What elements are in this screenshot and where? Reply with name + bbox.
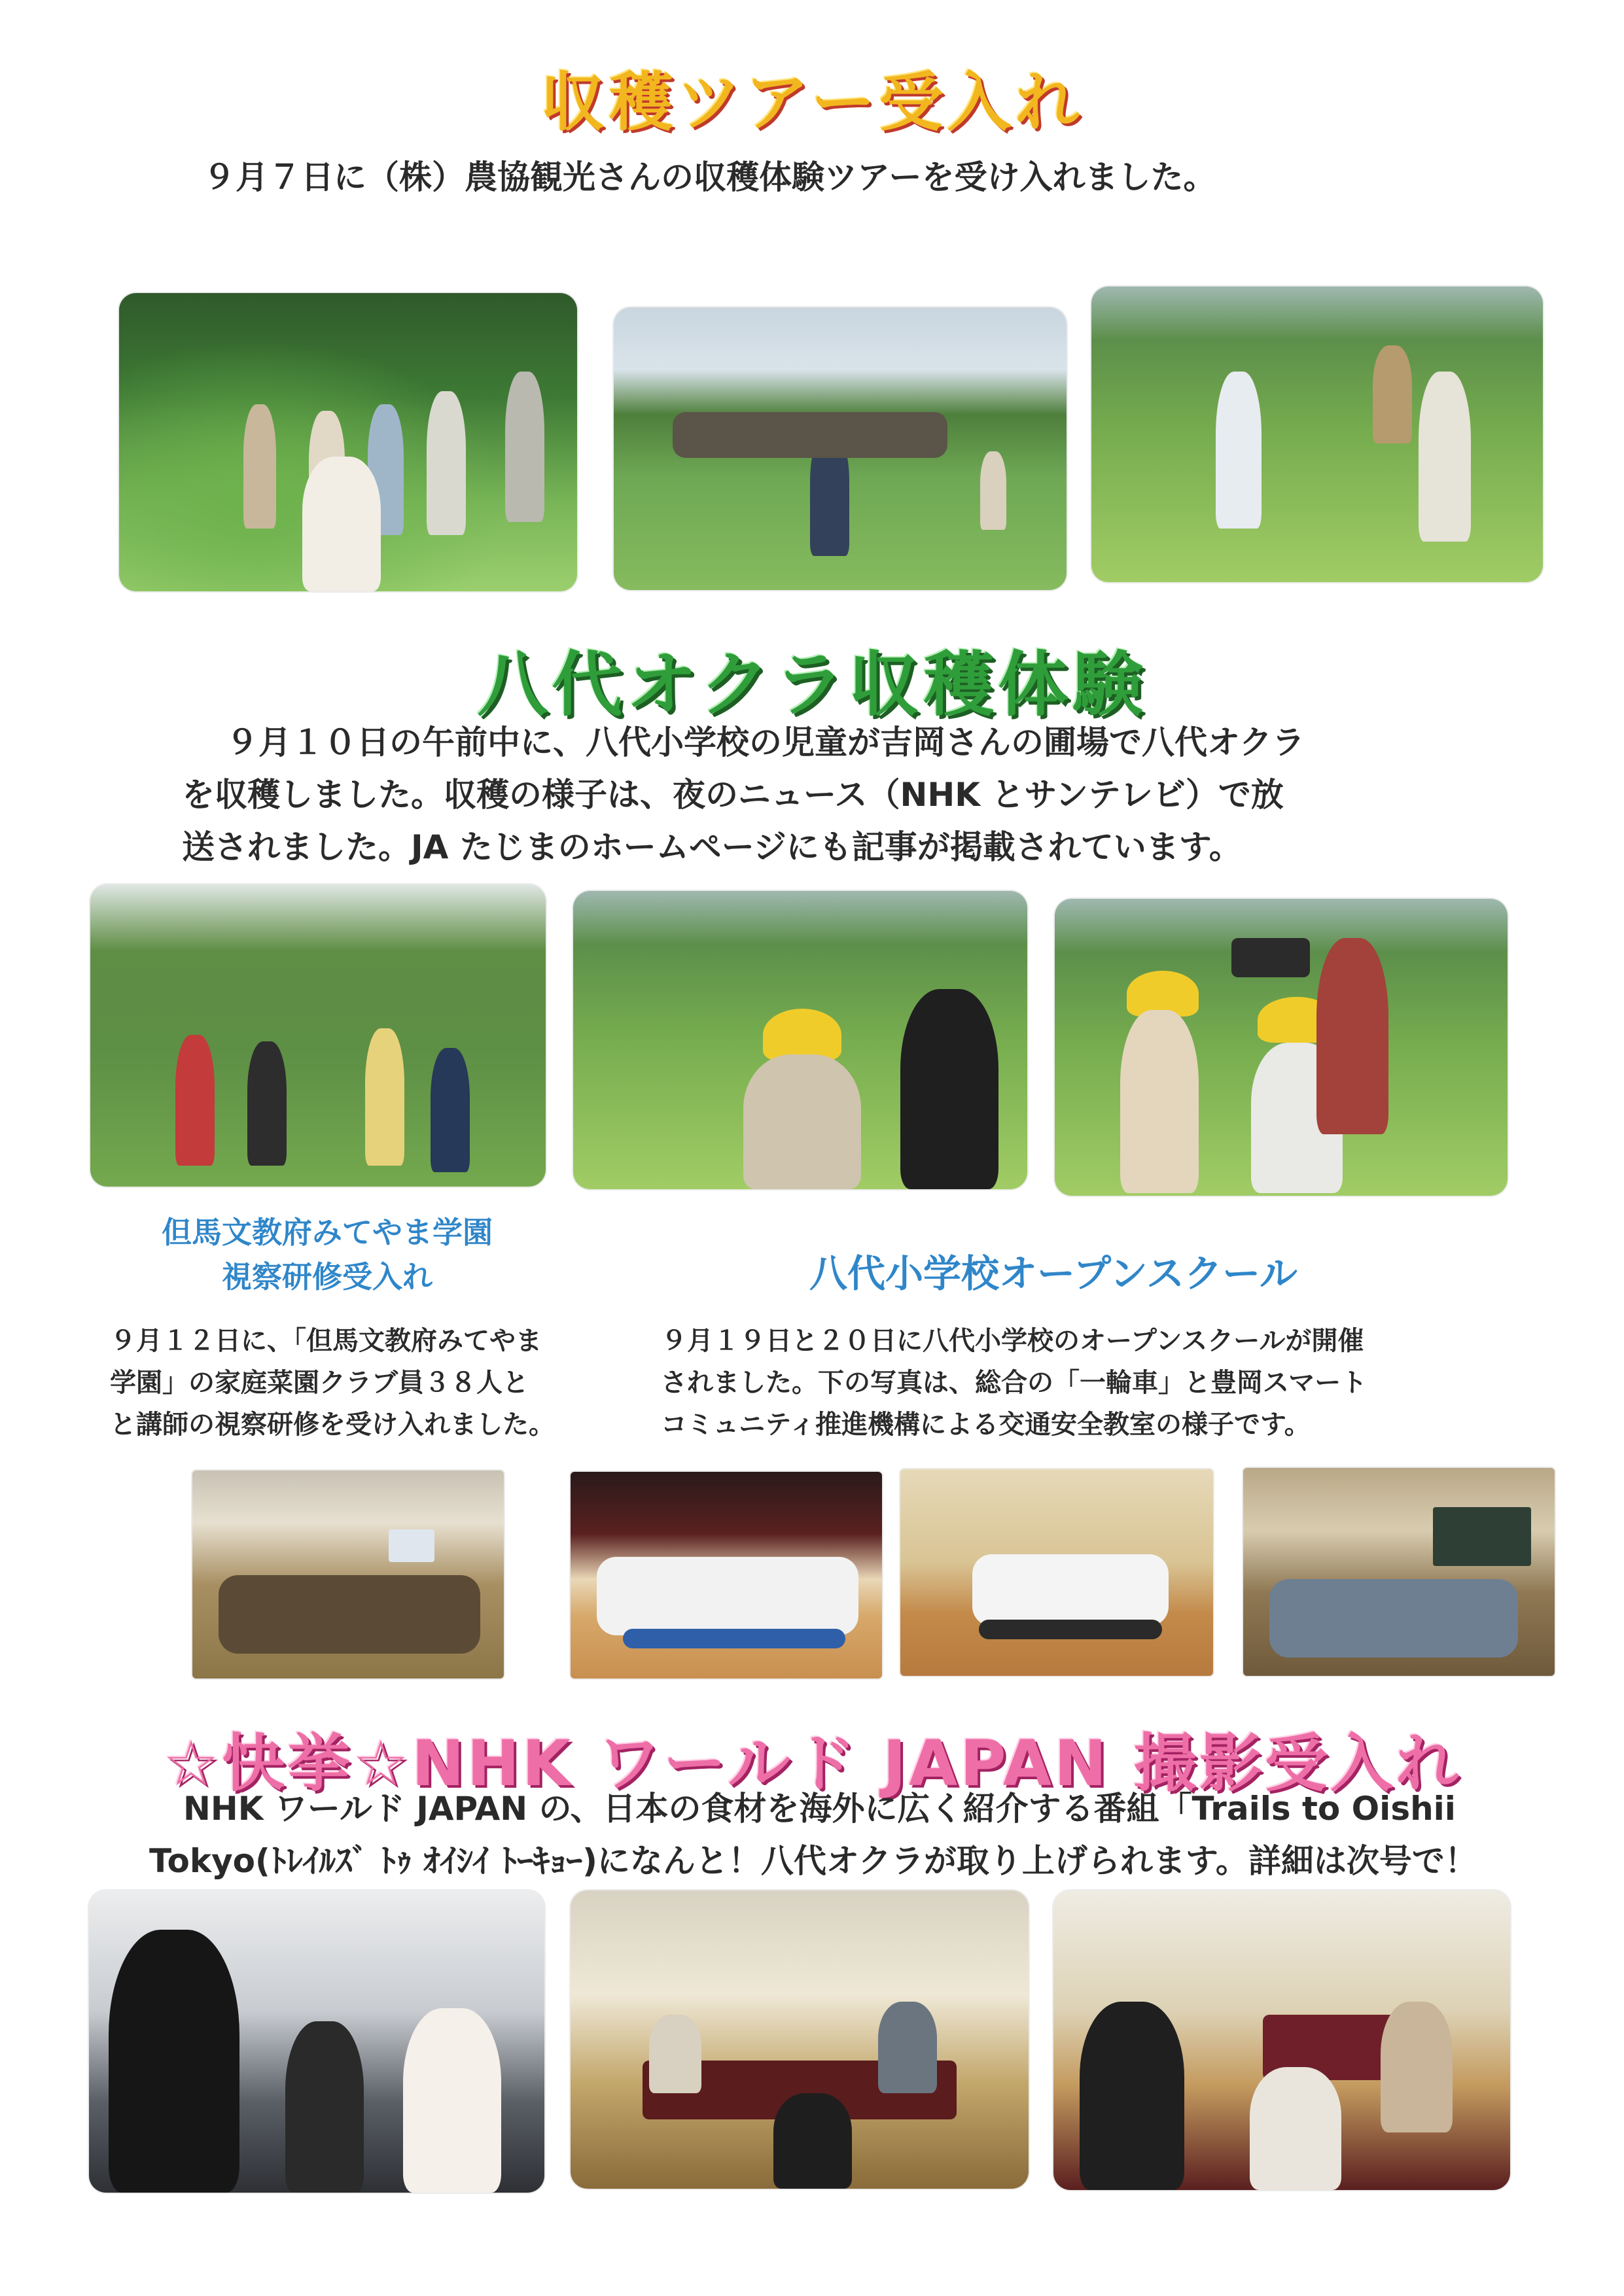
- photo-miteyama-lecture: [192, 1470, 504, 1679]
- open-school-title: 八代小学校オープンスクール: [809, 1251, 1297, 1296]
- photo-tour-field: [1091, 287, 1543, 582]
- photo-okra-field-1: [90, 884, 546, 1187]
- photo-open-school-unicycle-1: [571, 1472, 882, 1679]
- okra-harvest-line-1: ９月１０日の午前中に、八代小学校の児童が吉岡さんの圃場で八代オクラ: [226, 723, 1305, 761]
- open-school-line-1: ９月１９日と２０日に八代小学校のオープンスクールが開催: [661, 1326, 1364, 1356]
- photo-tour-group-1: [119, 293, 577, 591]
- harvest-tour-text: ９月７日に（株）農協観光さんの収穫体験ツアーを受け入れました。: [203, 158, 1216, 196]
- photo-tour-group-2: [614, 307, 1067, 590]
- photo-okra-filming: [1055, 899, 1508, 1196]
- okra-harvest-title: 八代オクラ収穫体験: [477, 644, 1147, 726]
- photo-open-school-safety-class: [1243, 1468, 1555, 1676]
- photo-okra-children: [573, 891, 1027, 1189]
- open-school-line-3: コミュニティ推進機構による交通安全教室の様子です。: [661, 1410, 1311, 1440]
- miteyama-line-1: ９月１２日に、「但馬文教府みてやま: [110, 1326, 542, 1356]
- okra-harvest-line-3: 送されました。JA たじまのホームページにも記事が掲載されています。: [182, 828, 1242, 866]
- nhk-line-1: NHK ワールド JAPAN の、日本の食材を海外に広く紹介する番組「Trails to Oishii: [183, 1790, 1456, 1828]
- photo-open-school-unicycle-2: [900, 1469, 1213, 1676]
- photo-nhk-tatami-room-2: [1053, 1890, 1510, 2190]
- nhk-title: ☆快挙☆NHK ワールド JAPAN 撮影受入れ: [163, 1727, 1461, 1800]
- nhk-line-2: Tokyo(ﾄﾚｲﾙｽﾞ ﾄｩ ｵｲｼｲ ﾄｰｷｮｰ)になんと！八代オクラが取り上げられます。詳細は次号で！: [149, 1842, 1477, 1880]
- miteyama-line-2: 学園」の家庭菜園クラブ員３８人と: [110, 1368, 529, 1398]
- okra-harvest-line-2: を収穫しました。収穫の様子は、夜のニュース（NHK とサンテレビ）で放: [182, 776, 1284, 814]
- harvest-tour-title: 収穫ツアー受入れ: [540, 65, 1084, 140]
- miteyama-title-line-1: 但馬文教府みてやま学園: [162, 1215, 493, 1250]
- photo-nhk-tatami-room-1: [571, 1890, 1029, 2189]
- miteyama-title: [118, 1210, 537, 1299]
- miteyama-line-3: と講師の視察研修を受け入れました。: [110, 1410, 555, 1440]
- open-school-line-2: されました。下の写真は、総合の「一輪車」と豊岡スマート: [661, 1368, 1368, 1398]
- photo-nhk-kitchen: [89, 1890, 544, 2193]
- miteyama-title-line-2: 視察研修受入れ: [222, 1259, 432, 1295]
